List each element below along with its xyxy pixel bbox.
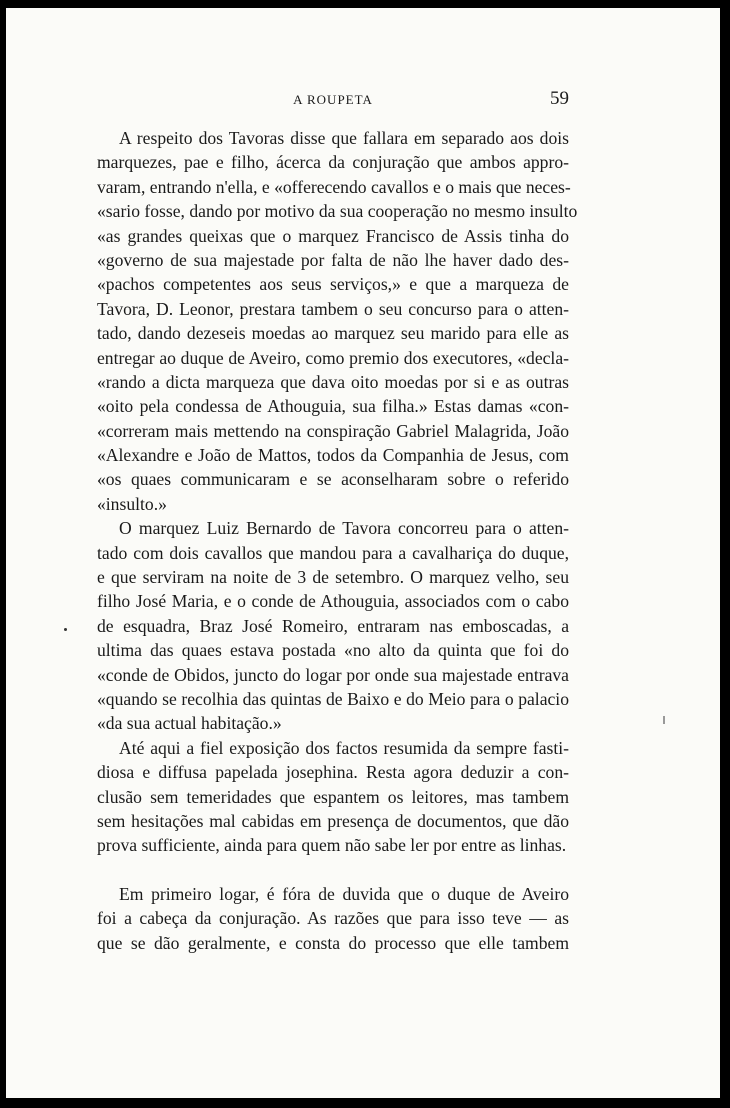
paragraph-3 [97, 736, 569, 858]
scan-border-bottom [0, 1098, 730, 1108]
paragraph-4 [97, 882, 569, 955]
text-line: «oito pela condessa de Athouguia, sua filha.» Estas damas «con- [97, 396, 569, 417]
paragraph-1 [97, 126, 578, 516]
text-line: O marquez Luiz Bernardo de Tavora concorreu para o atten- [119, 518, 569, 539]
text-line: Até aqui a fiel exposição dos factos resumida da sempre fasti- [119, 737, 569, 758]
text-line: que se dão geralmente, e consta do processo que elle tambem [97, 932, 569, 953]
text-line: tado com dois cavallos que mandou para a cavalhariça do duque, [97, 542, 569, 563]
section-gap [97, 858, 569, 882]
text-line: de esquadra, Braz José Romeiro, entraram nas emboscadas, a [97, 615, 569, 636]
text-line: entregar ao duque de Aveiro, como premio dos executores, «decla- [97, 347, 569, 368]
text-line: «os quaes communicaram e se aconselharam sobre o referido [97, 469, 569, 490]
text-line: «correram mais mettendo na conspiração Gabriel Malagrida, João [97, 420, 569, 441]
text-line: clusão sem temeridades que espantem os leitores, mas tambem [97, 786, 569, 807]
text-line: ultima das quaes estava postada «no alto da quinta que foi do [97, 640, 569, 661]
text-line: sem hesitações mal cabidas em presença de documentos, que dão [97, 810, 569, 831]
page-number: 59 [550, 88, 569, 109]
running-head [97, 88, 569, 114]
body-text [97, 126, 578, 955]
text-line: Em primeiro logar, é fóra de duvida que o duque de Aveiro [119, 883, 569, 904]
text-line: marquezes, pae e filho, ácerca da conjuração que ambos appro- [97, 152, 569, 173]
text-line: Tavora, D. Leonor, prestara tambem o seu concurso para o atten- [97, 298, 569, 319]
text-line: «insulto.» [97, 493, 167, 514]
scan-speck [64, 628, 67, 631]
text-line: A respeito dos Tavoras disse que fallara em separado aos dois [119, 128, 569, 148]
text-line: «conde de Obidos, juncto do logar por onde sua majestade entrava [97, 664, 569, 685]
text-line: «pachos competentes aos seus serviços,» e que a marqueza de [97, 274, 569, 295]
text-line: «governo de sua majestade por falta de não lhe haver dado des- [97, 249, 569, 270]
text-line: «Alexandre e João de Mattos, todos da Companhia de Jesus, com [97, 445, 569, 466]
text-line: filho José Maria, e o conde de Athouguia, associados com o cabo [97, 591, 569, 612]
scan-border-left [0, 0, 6, 1108]
running-title: A ROUPETA [293, 92, 373, 107]
text-line: «sario fosse, dando por motivo da sua cooperação no mesmo insulto [97, 201, 578, 222]
text-line: «da sua actual habitação.» [97, 713, 282, 734]
paragraph-2 [97, 516, 569, 736]
text-line: «as grandes queixas que o marquez Francisco de Assis tinha do [97, 225, 569, 246]
text-line: e que serviram na noite de 3 de setembro. O marquez velho, seu [97, 567, 569, 588]
scan-speck [663, 716, 665, 724]
text-line: foi a cabeça da conjuração. As razões que para isso teve — as [97, 908, 569, 929]
text-line: prova sufficiente, ainda para quem não sabe ler por entre as linhas. [97, 835, 567, 856]
text-line: varam, entrando n'ella, e «offerecendo cavallos e o mais que neces- [97, 176, 571, 197]
text-line: diosa e diffusa papelada josephina. Resta agora deduzir a con- [97, 762, 569, 783]
scan-border-top [0, 0, 730, 8]
text-line: «quando se recolhia das quintas de Baixo e do Meio para o palacio [97, 688, 569, 709]
text-line: tado, dando dezeseis moedas ao marquez seu marido para elle as [97, 323, 569, 344]
scan-border-right [720, 0, 730, 1108]
text-line: «rando a dicta marqueza que dava oito moedas por si e as outras [97, 371, 569, 392]
